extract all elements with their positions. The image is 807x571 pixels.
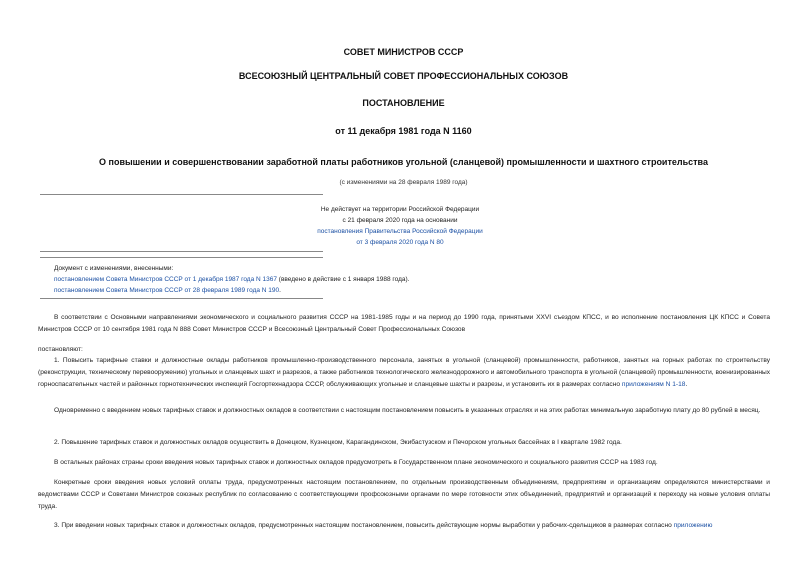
paragraph: 3. При введении новых тарифных ставок и должностных окладов, предусмотренных настоящим постановлением, повысить действующие нормы выработки у рабочих-сдельщиков в размерах согласно приложению	[54, 522, 713, 529]
notice-link[interactable]: постановления Правительства Российской Федерации	[317, 228, 483, 235]
change-item: постановлением Совета Министров СССР от 1 декабря 1987 года N 1367 (введено в действие с 1 января 1988 года).	[54, 276, 410, 283]
paragraph: Одновременно с введением новых тарифных ставок и должностных окладов в соответствии с настоящим постановлением повысить в указанных отраслях и на этих работах минимальную заработную плату до 80 рублей в месяц.	[54, 407, 761, 414]
changes-intro: Документ с изменениями, внесенными:	[54, 265, 174, 272]
paragraph: Конкретные сроки введения новых условий оплаты труда, предусмотренных настоящим постановлением, по отдельным производственным объединениям, предприятиям и организациям определяются министерствами и ведомствами СССР и Советами Министров союзных республик по согласованию с соответствующими профсоюзными органами по мере готовности этих объединений, предприятий и организаций к переходу на новые условия оплаты труда.	[38, 479, 770, 510]
amendments-note: (с изменениями на 28 февраля 1989 года)	[339, 179, 468, 186]
paragraph: В соответствии с Основными направлениями экономического и социального развития СССР на 1981-1985 годы и на период до 1990 года, принятыми XXVI съездом КПСС, и во исполнение постановления ЦК КПСС и Совета Министров СССР от 10 сентября 1981 года N 888 Совет Министров СССР и Всесоюзный Центральный Совет Профессиональных Союзов	[38, 314, 770, 333]
change-link[interactable]: постановлением Совета Министров СССР от 28 февраля 1989 года N 190	[54, 287, 280, 294]
notice-line: Не действует на территории Российской Федерации	[320, 206, 480, 213]
divider	[40, 298, 323, 299]
divider	[40, 194, 323, 195]
validity-notice	[250, 204, 550, 248]
notice-line: с 21 февраля 2020 года на основании	[342, 217, 458, 224]
union-heading: ВСЕСОЮЗНЫЙ ЦЕНТРАЛЬНЫЙ СОВЕТ ПРОФЕССИОНАЛЬНЫХ СОЮЗОВ	[238, 71, 569, 81]
council-heading: СОВЕТ МИНИСТРОВ СССР	[343, 47, 464, 57]
divider	[40, 257, 323, 258]
paragraph: постановляют:	[38, 346, 83, 353]
paragraph: В остальных районах страны сроки введения новых тарифных ставок и должностных окладов предусмотреть в Государственном плане экономического и социального развития СССР на 1983 год.	[54, 459, 658, 466]
document-title: О повышении и совершенствовании заработной платы работников угольной (сланцевой) промышленности и шахтного строительства	[99, 157, 708, 167]
change-link[interactable]: постановлением Совета Министров СССР от 1 декабря 1987 года N 1367	[54, 276, 277, 283]
divider	[40, 251, 323, 252]
document-date: от 11 декабря 1981 года N 1160	[335, 126, 472, 136]
appendix-link[interactable]: приложению	[673, 522, 713, 529]
paragraph: 1. Повысить тарифные ставки и должностные оклады работников промышленно-производственного персонала, занятых в угольной (сланцевой) промышленности, работников, занятых на горных работах по строительству (реконструкции, техническому перевооружению) угольных и сланцевых шахт и разрезов, а также работников технологического железнодорожного и автомобильного транспорта в угольной (сланцевой) промышленности, военизированных горноспасательных частей и районных горнотехнических инспекций Госгортехнадзора СССР, обслуживающих угольные и сланцевые шахты и разрезы, и установить их в размерах согласно приложениям N 1-18.	[38, 357, 770, 388]
notice-link[interactable]: от 3 февраля 2020 года N 80	[356, 239, 444, 246]
changes-list	[54, 263, 754, 296]
change-item: постановлением Совета Министров СССР от 28 февраля 1989 года N 190.	[54, 287, 281, 294]
paragraph: 2. Повышение тарифных ставок и должностных окладов осуществить в Донецком, Кузнецком, Карагандинском, Экибастузском и Печорском угольных бассейнах в I квартале 1982 года.	[54, 439, 622, 446]
document-type: ПОСТАНОВЛЕНИЕ	[362, 98, 445, 108]
appendix-link[interactable]: приложениям N 1-18	[621, 381, 686, 388]
